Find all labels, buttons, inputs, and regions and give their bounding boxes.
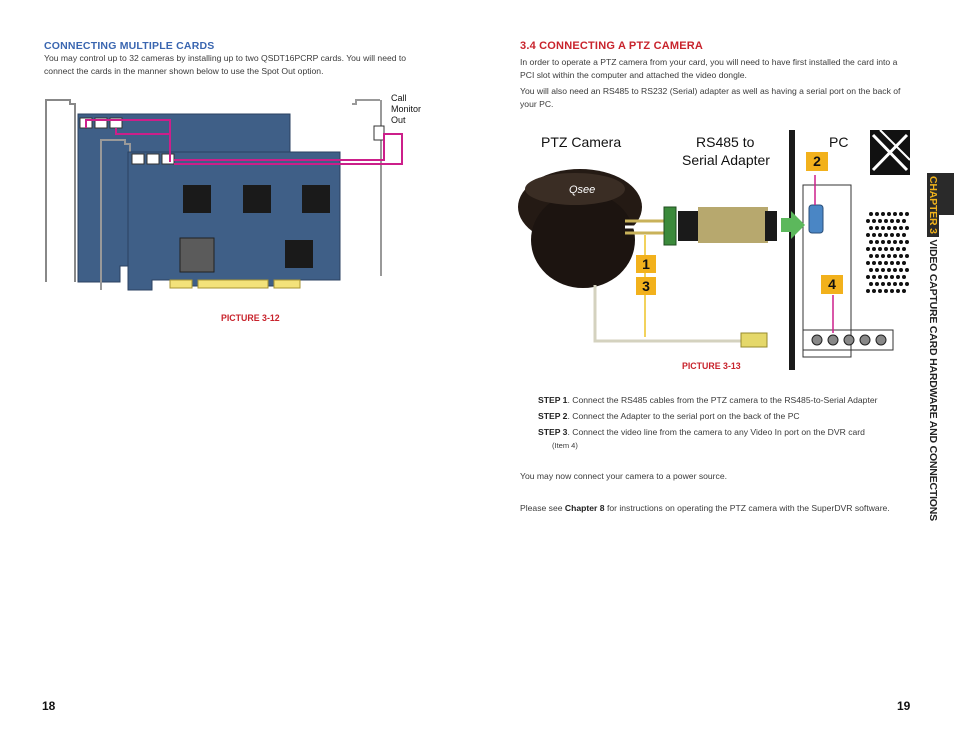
pc-fan-icon [870, 130, 910, 175]
chapter-ref-post: for instructions on operating the PTZ camera with the SuperDVR software. [604, 503, 890, 513]
section-heading-ptz: 3.4 CONNECTING A PTZ CAMERA [520, 40, 704, 52]
diagram-multiple-cards [40, 90, 450, 300]
paragraph-power: You may now connect your camera to a power source. [520, 471, 727, 481]
video-in-ports-icon [812, 335, 886, 345]
chapter-side-tab [938, 173, 954, 215]
paragraph-chapter-ref [520, 502, 912, 515]
step-1-text: . Connect the RS485 cables from the PTZ camera to the RS485-to-Serial Adapter [567, 395, 878, 405]
label-rs485-line2: Serial Adapter [682, 152, 770, 168]
chapter-side-title [927, 173, 939, 521]
picture-caption-left: PICTURE 3-12 [221, 313, 280, 323]
badge-step-3: 3 [636, 277, 656, 295]
step-3-sub: (Item 4) [552, 441, 578, 450]
chapter-ref-link: Chapter 8 [564, 503, 605, 513]
step-1-label: STEP 1 [538, 395, 568, 405]
step-2-label: STEP 2 [538, 411, 568, 421]
terminal-block-icon [664, 207, 676, 245]
back-card-bracket [45, 100, 47, 282]
serial-port-icon [809, 205, 823, 233]
pc-edge [789, 130, 795, 370]
label-rs485-line1: RS485 to [696, 134, 755, 150]
step-2 [538, 410, 918, 422]
side-tab-chapter: CHAPTER 3 [927, 173, 939, 237]
camera-brand-logo: Qsee [569, 184, 596, 196]
page-number-left: 18 [42, 699, 56, 713]
intro-paragraph-left: You may control up to 32 cameras by installing up to two QSDT16PCRP cards. You will need to connect the cards in the manner shown below to use the Spot Out option. [44, 53, 407, 76]
call-monitor-label-2: Monitor [391, 104, 422, 114]
page-number-right: 19 [897, 699, 911, 713]
intro-paragraph-ptz-2: You will also need an RS485 to RS232 (Serial) adapter as well as having a serial port on the back of your PC. [520, 86, 901, 109]
green-arrow-icon [781, 211, 805, 239]
pc-vent-grille [866, 212, 909, 293]
step-3-label: STEP 3 [538, 427, 568, 437]
call-monitor-label-3: Out [391, 115, 406, 125]
side-tab-title: VIDEO CAPTURE CARD HARDWARE AND CONNECTIONS [927, 236, 939, 521]
video-cable [595, 285, 751, 341]
chapter-ref-pre: Please see [520, 503, 565, 513]
picture-caption-right: PICTURE 3-13 [682, 361, 741, 371]
badge-step-4: 4 [821, 275, 843, 294]
section-heading-multiple-cards: CONNECTING MULTIPLE CARDS [44, 40, 215, 52]
step-2-text: . Connect the Adapter to the serial port on the back of the PC [567, 411, 800, 421]
badge-step-1: 1 [636, 255, 656, 273]
step-3-text: . Connect the video line from the camera to any Video In port on the DVR card [567, 427, 865, 437]
label-pc: PC [829, 134, 849, 150]
bnc-connector-icon [741, 333, 767, 347]
front-card-board [128, 152, 340, 290]
intro-paragraph-ptz-1: In order to operate a PTZ camera from your card, you will need to have first installed the card into a PCI slot within the computer and attached the video dongle. [520, 57, 898, 80]
label-ptz-camera: PTZ Camera [541, 134, 622, 150]
step-3 [538, 426, 918, 438]
step-1 [538, 394, 918, 406]
badge-step-2: 2 [806, 152, 828, 171]
call-monitor-label-1: Call [391, 93, 407, 103]
rs485-adapter-icon [698, 207, 768, 243]
